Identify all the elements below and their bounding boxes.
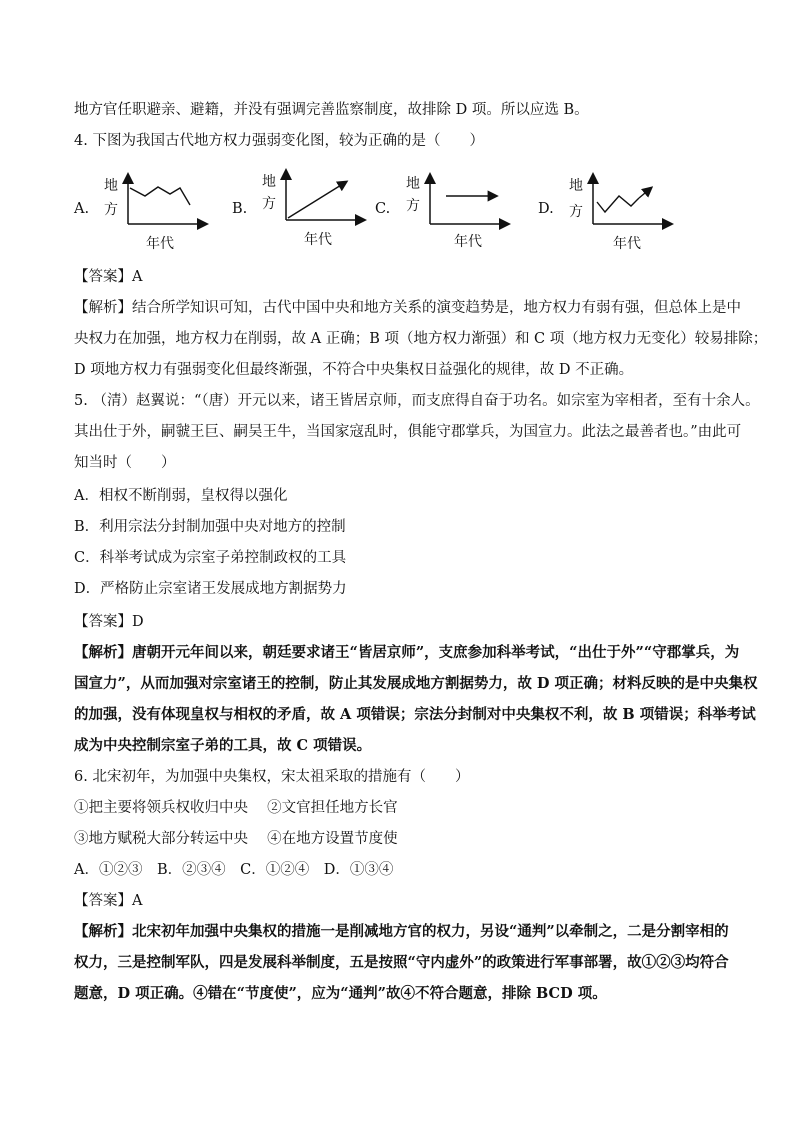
graph-d-ylabel-2: 方 (569, 204, 583, 220)
analysis-q4-line-3: D 项地方权力有强弱变化但最终渐强，不符合中央集权日益强化的规律，故 D 不正确。 (74, 362, 634, 378)
graph-a-ylabel-2: 方 (104, 202, 118, 218)
q6-items-1: ①把主要将领兵权收归中央 ②文官担任地方长官 (74, 800, 398, 816)
graph-option-c (402, 172, 514, 256)
analysis-q4-line-2: 央权力在加强，地方权力在削弱，故 A 正确；B 项（地方权力渐强）和 C 项（地方权力无变化）较易排除； (74, 331, 768, 347)
q5-option-a: A．相权不断削弱，皇权得以强化 (74, 488, 288, 504)
analysis-q5-line-2: 国宣力”，从而加强对宗室诸王的控制，防止其发展成地方割据势力，故 D 项正确；材料反映的是中央集权 (74, 675, 758, 692)
question-5-stem-2: 其出仕于外，嗣虢王巨、嗣吴王牛，当国家寇乱时，俱能守郡掌兵，为国宣力。此法之最善者也。”由此可 (74, 424, 742, 440)
graph-option-b (258, 168, 370, 252)
option-d-label: D. (538, 201, 554, 217)
analysis-q5-line-3: 的加强，没有体现皇权与相权的矛盾，故 A 项错误；宗法分封制对中央集权不利，故 B 项错误；科举考试 (74, 706, 756, 723)
graph-b-xlabel: 年代 (304, 232, 332, 248)
option-b-label: B. (232, 201, 248, 217)
option-a-label: A. (74, 201, 90, 217)
analysis-q5-line-1: 【解析】唐朝开元年间以来，朝廷要求诸王“皆居京师”，支庶参加科举考试，“出仕于外”“守郡掌兵，为 (74, 644, 740, 661)
analysis-q6-line-3: 题意，D 项正确。④错在“节度使”，应为“通判”故④不符合题意，排除 BCD 项。 (74, 985, 607, 1002)
analysis-q6-line-1: 【解析】北宋初年加强中央集权的措施一是削减地方官的权力，另设“通判”以牵制之，二是分割宰相的 (74, 923, 729, 940)
analysis-q5-line-4: 成为中央控制宗室子弟的工具，故 C 项错误。 (74, 737, 372, 754)
question-6-stem: 6. 北宋初年，为加强中央集权，宋太祖采取的措施有（ ） (74, 769, 470, 785)
q5-option-c: C．科举考试成为宗室子弟控制政权的工具 (74, 550, 347, 566)
graph-option-a (100, 172, 212, 256)
question-5-stem-1: 5. （清）赵翼说：“（唐）开元以来，诸王皆居京师，而支庶得自奋于功名。如宗室为宰相者，至有十余人。 (74, 393, 760, 409)
question-4-stem: 4. 下图为我国古代地方权力强弱变化图，较为正确的是（ ） (74, 133, 484, 149)
answer-q4: 【答案】A (74, 269, 143, 285)
graph-d-xlabel: 年代 (613, 236, 641, 252)
answer-q5: 【答案】D (74, 614, 144, 630)
graph-c-ylabel-2: 方 (406, 198, 420, 214)
answer-q6: 【答案】A (74, 893, 143, 909)
q5-option-d: D．严格防止宗室诸王发展成地方割据势力 (74, 581, 347, 597)
q5-option-b: B．利用宗法分封制加强中央对地方的控制 (74, 519, 346, 535)
option-c-label: C. (375, 201, 391, 217)
graph-c-xlabel: 年代 (454, 234, 482, 250)
analysis-q4-line-1: 【解析】结合所学知识可知，古代中国中央和地方关系的演变趋势是，地方权力有弱有强，但总体上是中 (74, 300, 741, 316)
graph-a-xlabel: 年代 (146, 236, 174, 252)
graph-b-ylabel-1: 地 (262, 174, 276, 190)
question-5-stem-3: 知当时（ ） (74, 455, 176, 471)
analysis-q6-line-2: 权力，三是控制军队，四是发展科举制度，五是按照“守内虚外”的政策进行军事部署，故①②③均符合 (74, 954, 729, 971)
graph-option-d (565, 172, 677, 256)
q6-options: A．①②③ B．②③④ C．①②④ D．①③④ (74, 862, 394, 878)
graph-d-ylabel-1: 地 (569, 178, 583, 194)
q6-items-2: ③地方赋税大部分转运中央 ④在地方设置节度使 (74, 831, 398, 847)
graph-a-ylabel-1: 地 (104, 178, 118, 194)
graph-b-ylabel-2: 方 (262, 196, 276, 212)
graph-c-ylabel-1: 地 (406, 176, 420, 192)
text-line-1: 地方官任职避亲、避籍，并没有强调完善监察制度，故排除 D 项。所以应选 B。 (74, 102, 589, 118)
